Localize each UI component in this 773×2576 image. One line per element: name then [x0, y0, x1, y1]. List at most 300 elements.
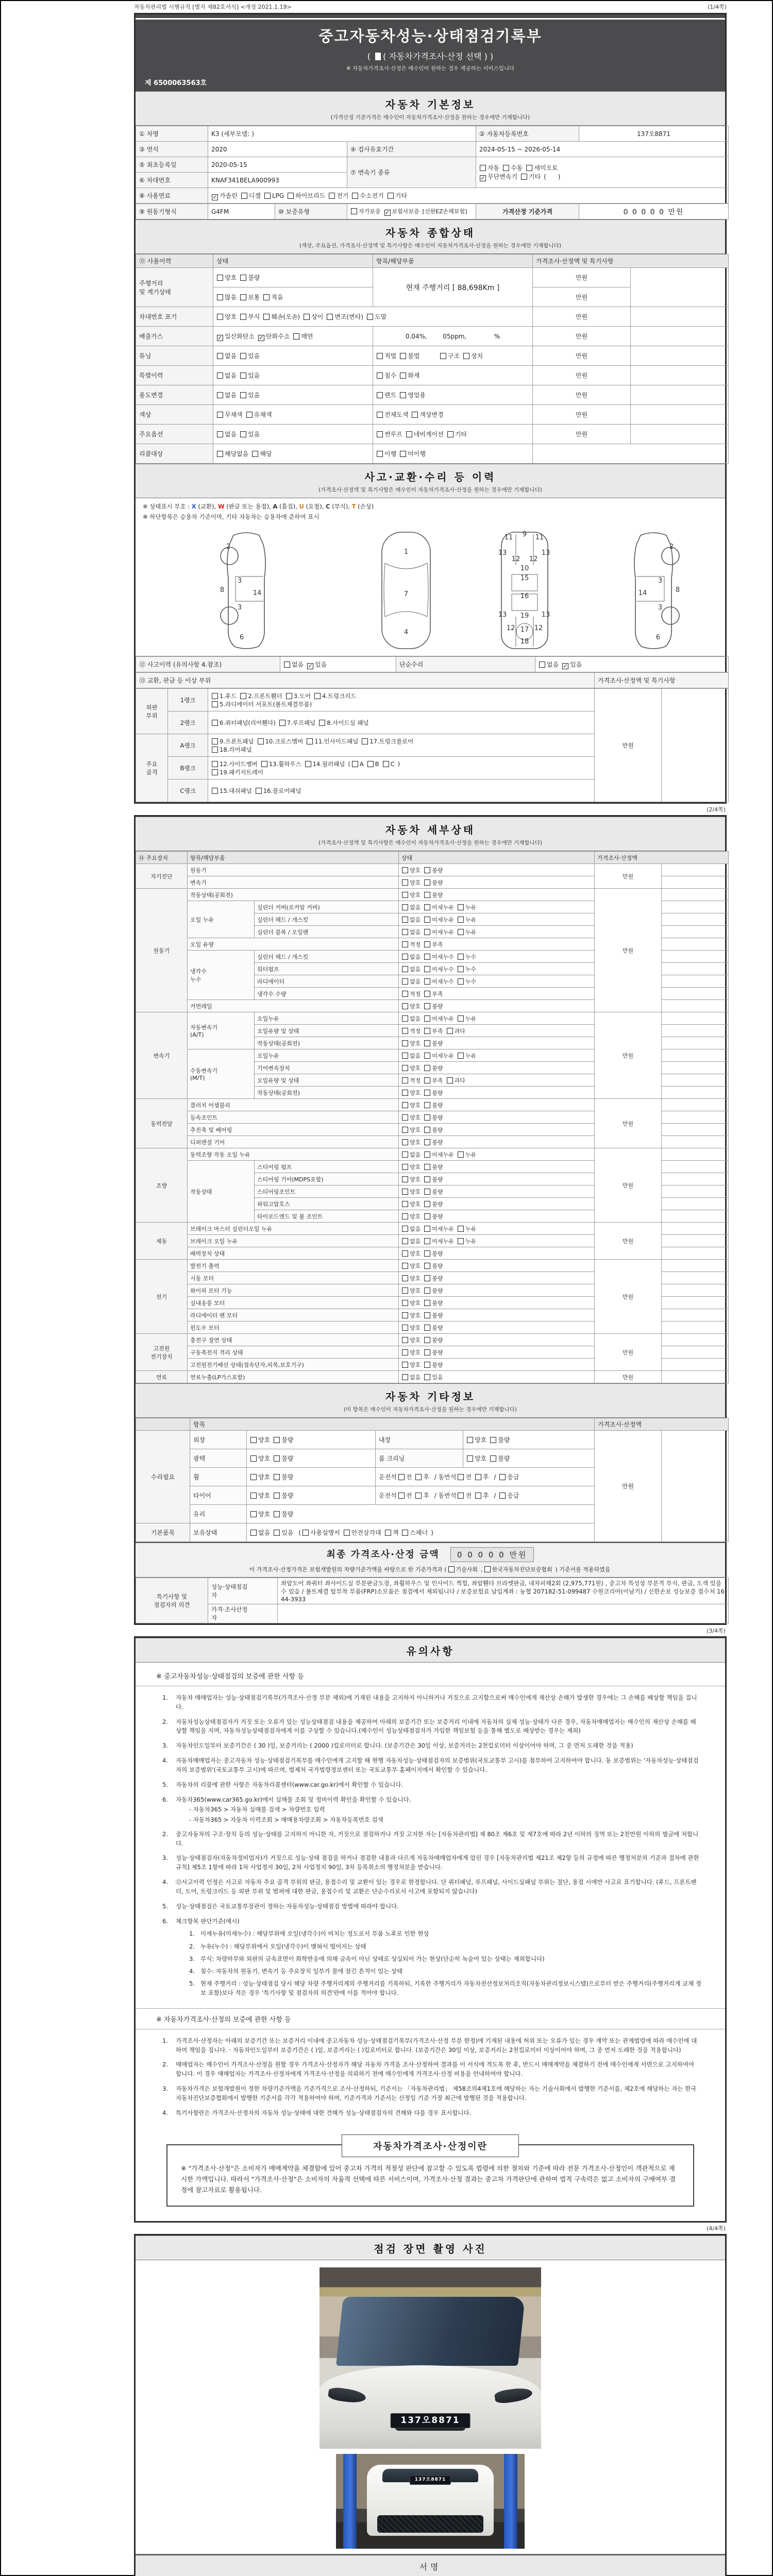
- checkbox[interactable]: [279, 720, 285, 726]
- checkbox[interactable]: [250, 1474, 257, 1480]
- checkbox[interactable]: [240, 372, 246, 379]
- checkbox-label: 불량: [281, 1455, 294, 1462]
- checkbox[interactable]: [475, 1474, 481, 1480]
- checkbox[interactable]: [424, 1201, 430, 1207]
- checkbox[interactable]: [447, 431, 453, 437]
- checkbox[interactable]: [458, 917, 464, 923]
- panel-number: 11: [504, 534, 513, 541]
- checkbox-label: 가솔린: [220, 192, 238, 199]
- checkbox[interactable]: [274, 1474, 280, 1480]
- checkbox[interactable]: [424, 1065, 430, 1071]
- table-cell: [399, 926, 595, 938]
- checkbox[interactable]: [480, 165, 486, 171]
- checkbox[interactable]: [377, 353, 383, 359]
- checkbox[interactable]: [217, 451, 223, 457]
- checkbox[interactable]: [256, 788, 262, 794]
- checkbox[interactable]: [246, 412, 253, 418]
- checkbox[interactable]: [261, 761, 267, 767]
- checkbox[interactable]: [274, 1493, 280, 1499]
- checkbox-label: 후: [423, 1492, 429, 1499]
- table-cell: [399, 1185, 595, 1198]
- checkbox[interactable]: [402, 1349, 408, 1355]
- checkbox-label: 누유: [465, 1015, 477, 1022]
- notice-item-number: 2.: [162, 1830, 168, 1838]
- checkbox[interactable]: [458, 1493, 464, 1499]
- checkbox[interactable]: [402, 1090, 408, 1096]
- checkbox[interactable]: [252, 451, 258, 457]
- checkbox[interactable]: [539, 662, 545, 668]
- checkbox[interactable]: [250, 1511, 257, 1517]
- checkbox[interactable]: [526, 165, 532, 171]
- final-amount-note: [136, 1565, 725, 1573]
- checkbox[interactable]: [424, 1189, 430, 1195]
- checkbox-label: 없음: [225, 392, 237, 399]
- table-cell: ① 차명: [136, 126, 208, 142]
- checkbox-label: 없음: [225, 372, 237, 379]
- checkbox[interactable]: [458, 929, 464, 935]
- checkbox[interactable]: [458, 966, 464, 972]
- checkbox[interactable]: [499, 1493, 506, 1499]
- checkbox[interactable]: [217, 372, 223, 379]
- checkbox[interactable]: [475, 1493, 481, 1499]
- checkbox[interactable]: [398, 1474, 405, 1480]
- checkbox[interactable]: [402, 978, 408, 985]
- checkbox[interactable]: [217, 275, 223, 281]
- table-cell: ⑧ 사용연료: [136, 188, 208, 204]
- checkbox[interactable]: [314, 693, 321, 699]
- checkbox[interactable]: [398, 1493, 405, 1499]
- table-cell: 고전원전기배선 상태(접속단자,피복,보호기구): [188, 1359, 399, 1371]
- license-plate: 137오8871: [391, 2413, 470, 2428]
- table-cell: [399, 1037, 595, 1049]
- table-cell: [399, 1272, 595, 1284]
- checkbox[interactable]: [402, 1127, 408, 1133]
- checkbox[interactable]: [424, 917, 430, 923]
- checkbox[interactable]: [307, 738, 313, 744]
- checkbox-label: 디젤: [248, 192, 261, 199]
- checkbox-label: 전: [465, 1473, 472, 1481]
- checkbox-label: 양호: [410, 1336, 421, 1344]
- checkbox[interactable]: [329, 193, 335, 199]
- checkbox[interactable]: [402, 917, 408, 923]
- checkbox[interactable]: [458, 1474, 464, 1480]
- checkbox[interactable]: [241, 193, 247, 199]
- checkbox-checked[interactable]: [307, 663, 313, 669]
- checkbox[interactable]: [424, 879, 430, 886]
- notice-sub-number: 2.: [189, 1942, 195, 1950]
- legend-part: (부식),: [330, 503, 352, 510]
- checkbox[interactable]: [402, 867, 408, 873]
- table-cell: [662, 1136, 729, 1148]
- checkbox-label: 양호: [410, 1003, 421, 1010]
- checkbox[interactable]: [240, 294, 246, 300]
- checkbox[interactable]: [424, 892, 430, 898]
- checkbox-label: 없음: [410, 953, 421, 960]
- checkbox[interactable]: [490, 1455, 496, 1462]
- detail-state-table: [136, 851, 725, 1383]
- notice-sec2-list: [136, 2029, 725, 2129]
- checkbox[interactable]: [402, 1015, 408, 1022]
- checkbox[interactable]: [402, 892, 408, 898]
- exchange-repair-header-row: [136, 672, 725, 688]
- checkbox[interactable]: [424, 1287, 430, 1294]
- checkbox[interactable]: [415, 1474, 422, 1480]
- checkbox[interactable]: [490, 1437, 496, 1443]
- checkbox[interactable]: [402, 991, 408, 997]
- checkbox[interactable]: [319, 720, 325, 726]
- panel-number: 8: [220, 586, 225, 594]
- checkbox[interactable]: [521, 174, 527, 180]
- checkbox-checked[interactable]: [217, 335, 223, 341]
- checkbox[interactable]: [388, 193, 394, 199]
- checkbox[interactable]: [293, 333, 299, 340]
- checkbox[interactable]: [424, 1362, 430, 1368]
- checkbox[interactable]: [484, 1566, 491, 1572]
- checkbox[interactable]: [447, 1028, 453, 1034]
- checkbox[interactable]: [250, 1493, 257, 1499]
- checkbox[interactable]: [212, 738, 218, 744]
- checkbox-label: 적법: [384, 352, 397, 360]
- checkbox[interactable]: [217, 294, 223, 300]
- checkbox[interactable]: [217, 353, 223, 359]
- checkbox[interactable]: [458, 1015, 464, 1022]
- checkbox[interactable]: [424, 1238, 430, 1244]
- checkbox-label: 17.트렁크플로어: [369, 737, 414, 745]
- table-cell: 실린더 헤드 / 개스킷: [255, 951, 399, 963]
- checkbox[interactable]: [424, 1176, 430, 1182]
- section-etc-title: 자동차 기타정보: [385, 1391, 476, 1403]
- checkbox[interactable]: [400, 392, 406, 398]
- panel-number: 13: [498, 611, 507, 619]
- checkbox[interactable]: [402, 1300, 408, 1306]
- checkbox[interactable]: [448, 1566, 455, 1572]
- checkbox[interactable]: [447, 1077, 453, 1083]
- checkbox[interactable]: [424, 941, 430, 947]
- checkbox[interactable]: [212, 693, 218, 699]
- table-cell: [213, 346, 373, 366]
- checkbox[interactable]: [377, 372, 383, 379]
- checkbox-label: 보통: [248, 294, 260, 301]
- checkbox[interactable]: [458, 978, 464, 985]
- checkbox[interactable]: [402, 1287, 408, 1294]
- notice-item-number: 3.: [162, 1854, 168, 1862]
- checkbox-checked[interactable]: [384, 210, 391, 216]
- checkbox[interactable]: [458, 1053, 464, 1059]
- checkbox[interactable]: [424, 1053, 430, 1059]
- panel-number: 4: [404, 629, 409, 636]
- checkbox[interactable]: [402, 1028, 408, 1034]
- checkbox[interactable]: [274, 1530, 280, 1536]
- panel-number: 3: [658, 577, 663, 585]
- checkbox[interactable]: [402, 1530, 408, 1536]
- checkbox[interactable]: [377, 451, 383, 457]
- checkbox[interactable]: [250, 1530, 257, 1536]
- checkbox[interactable]: [240, 353, 246, 359]
- checkbox[interactable]: [424, 954, 430, 960]
- checkbox-label: 매연: [301, 332, 313, 340]
- checkbox[interactable]: [424, 1102, 430, 1108]
- checkbox[interactable]: [240, 431, 246, 437]
- checkbox-label: 불량: [432, 867, 443, 874]
- checkbox[interactable]: [424, 1226, 430, 1232]
- checkbox[interactable]: [424, 1003, 430, 1009]
- table-cell: 오일 누유: [188, 901, 255, 938]
- checkbox[interactable]: [264, 193, 271, 199]
- checkbox-label: 8.사이드실 패널: [327, 719, 369, 726]
- checkbox[interactable]: [402, 879, 408, 886]
- legend-part: U: [299, 503, 304, 510]
- notice-item: [162, 2109, 701, 2118]
- table-cell: 자기진단: [136, 864, 188, 889]
- checkbox[interactable]: [217, 412, 223, 418]
- checkbox[interactable]: [424, 904, 430, 910]
- checkbox[interactable]: [263, 314, 270, 320]
- checkbox[interactable]: [424, 1028, 430, 1034]
- checkbox[interactable]: [217, 314, 223, 320]
- table-cell: [208, 734, 595, 757]
- checkbox-label: 양호: [410, 1213, 421, 1220]
- checkbox[interactable]: [424, 978, 430, 985]
- section-overall-header: [136, 219, 725, 254]
- checkbox[interactable]: [258, 738, 264, 744]
- checkbox[interactable]: [274, 1455, 280, 1462]
- checkbox[interactable]: [424, 1040, 430, 1046]
- checkbox[interactable]: [212, 701, 218, 707]
- checkbox[interactable]: [402, 941, 408, 947]
- checkbox[interactable]: [499, 1474, 506, 1480]
- checkbox[interactable]: [402, 1151, 408, 1158]
- table-cell: 용도변경: [136, 385, 213, 405]
- checkbox[interactable]: [402, 1114, 408, 1121]
- checkbox[interactable]: [458, 1238, 464, 1244]
- checkbox[interactable]: [250, 1455, 257, 1462]
- checkbox[interactable]: [412, 412, 418, 418]
- checkbox[interactable]: [402, 1102, 408, 1108]
- checkbox[interactable]: [424, 1164, 430, 1170]
- checkbox[interactable]: [274, 1511, 280, 1517]
- checkbox[interactable]: [402, 1250, 408, 1257]
- table-cell: [662, 1346, 729, 1359]
- checkbox[interactable]: [402, 1040, 408, 1046]
- checkbox[interactable]: [240, 314, 246, 320]
- checkbox[interactable]: [217, 431, 223, 437]
- table-cell: [463, 1449, 595, 1468]
- checkbox[interactable]: [424, 966, 430, 972]
- checkbox[interactable]: [212, 747, 218, 753]
- checkbox[interactable]: [304, 314, 310, 320]
- legend-part: (손상): [356, 503, 374, 510]
- checkbox[interactable]: [344, 1530, 350, 1536]
- inline-text: (: [296, 1529, 301, 1536]
- checkbox[interactable]: [212, 720, 218, 726]
- checkbox[interactable]: [424, 1349, 430, 1355]
- checkbox[interactable]: [284, 662, 290, 668]
- checkbox[interactable]: [377, 431, 383, 437]
- checkbox[interactable]: [402, 1139, 408, 1145]
- car-top-view: [382, 532, 430, 649]
- checkbox-label: 미세누유: [432, 1052, 454, 1059]
- checkbox[interactable]: [402, 1213, 408, 1219]
- checkbox[interactable]: [424, 1250, 430, 1257]
- table-cell: [399, 1124, 595, 1136]
- checkbox-label: 불량: [432, 1361, 443, 1368]
- checkbox[interactable]: [458, 954, 464, 960]
- section-basic-title: 자동차 기본정보: [385, 98, 476, 111]
- checkbox[interactable]: [402, 1362, 408, 1368]
- checkbox[interactable]: [352, 193, 358, 199]
- table-cell: 작동상태: [188, 1161, 255, 1223]
- checkbox[interactable]: [402, 1164, 408, 1170]
- checkbox[interactable]: [424, 1325, 430, 1331]
- checkbox[interactable]: [212, 769, 218, 775]
- checkbox[interactable]: [402, 1065, 408, 1071]
- checkbox[interactable]: [424, 929, 430, 935]
- checkbox[interactable]: [424, 1127, 430, 1133]
- checkbox[interactable]: [402, 1337, 408, 1343]
- checkbox-label: 4.트렁크리드: [322, 692, 357, 700]
- checkbox[interactable]: [385, 1530, 391, 1536]
- table-cell: 만원: [533, 287, 631, 307]
- checkbox[interactable]: [458, 1226, 464, 1232]
- checkbox[interactable]: [424, 1300, 430, 1306]
- checkbox-label: 없음: [410, 1151, 421, 1158]
- checkbox[interactable]: [286, 693, 292, 699]
- checkbox[interactable]: [424, 1077, 430, 1083]
- table-cell: 만원: [533, 346, 631, 366]
- checkbox[interactable]: [240, 275, 246, 281]
- checkbox[interactable]: [424, 1090, 430, 1096]
- checkbox[interactable]: [377, 392, 383, 398]
- checkbox[interactable]: [440, 353, 446, 359]
- checkbox[interactable]: [327, 314, 333, 320]
- panel-number: 9: [522, 531, 527, 538]
- checkbox[interactable]: [400, 372, 406, 379]
- checkbox[interactable]: [458, 904, 464, 910]
- checkbox[interactable]: [467, 1455, 473, 1462]
- checkbox-label: 16.플로어패널: [263, 787, 301, 794]
- checkbox-label: 누수: [465, 953, 477, 960]
- checkbox[interactable]: [351, 208, 357, 214]
- checkbox[interactable]: [402, 1077, 408, 1083]
- checkbox[interactable]: [402, 904, 408, 910]
- checkbox[interactable]: [240, 392, 246, 398]
- checkbox[interactable]: [212, 788, 218, 794]
- checkbox[interactable]: [400, 451, 406, 457]
- table-cell: [399, 1025, 595, 1037]
- checkbox[interactable]: [274, 1437, 280, 1443]
- checkbox[interactable]: [424, 1139, 430, 1145]
- checkbox[interactable]: [424, 991, 430, 997]
- table-cell: 클러치 어셈블리: [188, 1099, 399, 1111]
- checkbox[interactable]: [303, 1530, 309, 1536]
- checkbox[interactable]: [240, 693, 246, 699]
- checkbox[interactable]: [367, 761, 374, 767]
- table-cell: 스티어링 기어(MDPS포함): [255, 1173, 399, 1185]
- checkbox[interactable]: [402, 1312, 408, 1318]
- checkbox[interactable]: [424, 1312, 430, 1318]
- checkbox[interactable]: [406, 431, 412, 437]
- checkbox-label: 하이브리드: [295, 192, 326, 199]
- checkbox-label: 양호: [258, 1473, 271, 1481]
- checkbox[interactable]: [288, 193, 294, 199]
- table-cell: 2랭크: [168, 711, 208, 734]
- checkbox[interactable]: [424, 867, 430, 873]
- checkbox[interactable]: [424, 1263, 430, 1269]
- checkbox[interactable]: [415, 1493, 422, 1499]
- checkbox[interactable]: [424, 1015, 430, 1022]
- checkbox[interactable]: [402, 1189, 408, 1195]
- checkbox[interactable]: [402, 1201, 408, 1207]
- checkbox[interactable]: [402, 1238, 408, 1244]
- checkbox[interactable]: [402, 929, 408, 935]
- checkbox[interactable]: [424, 1275, 430, 1281]
- checkbox[interactable]: [362, 738, 368, 744]
- table-cell: [208, 188, 729, 204]
- checkbox[interactable]: [402, 1374, 408, 1380]
- checkbox-checked[interactable]: [562, 663, 568, 669]
- table-cell: [662, 1371, 729, 1383]
- table-cell: ⑦ 변속기 종류: [347, 157, 476, 188]
- checkbox[interactable]: [212, 761, 218, 767]
- notice-item-number: 2.: [162, 2061, 168, 2069]
- checkbox[interactable]: [352, 761, 358, 767]
- table-cell: 오일 유량: [188, 938, 399, 951]
- checkbox[interactable]: [424, 1151, 430, 1158]
- checkbox[interactable]: [424, 1213, 430, 1219]
- checkbox[interactable]: [463, 353, 469, 359]
- panel-number: 14: [253, 589, 262, 597]
- checkbox[interactable]: [424, 1337, 430, 1343]
- page-marker-4: (4/4쪽): [707, 2225, 726, 2232]
- checkbox[interactable]: [503, 165, 509, 171]
- photo-area: [136, 2260, 725, 2554]
- checkbox[interactable]: [250, 1437, 257, 1443]
- checkbox[interactable]: [383, 761, 389, 767]
- checkbox[interactable]: [424, 1374, 430, 1380]
- checkbox[interactable]: [402, 954, 408, 960]
- table-cell: [463, 1431, 595, 1449]
- checkbox[interactable]: [424, 1114, 430, 1121]
- checkbox[interactable]: [400, 353, 406, 359]
- checkbox-checked[interactable]: [480, 175, 486, 181]
- checkbox[interactable]: [402, 1325, 408, 1331]
- checkbox[interactable]: [402, 966, 408, 972]
- checkbox[interactable]: [377, 412, 383, 418]
- checkbox-label: 양호: [410, 1275, 421, 1282]
- checkbox-label: 기타: [455, 431, 467, 438]
- checkbox[interactable]: [402, 1003, 408, 1009]
- table-cell: [662, 1161, 729, 1173]
- table-cell: A랭크: [168, 734, 208, 757]
- checkbox[interactable]: [402, 1053, 408, 1059]
- checkbox-checked[interactable]: [258, 335, 264, 341]
- checkbox[interactable]: [402, 1176, 408, 1182]
- checkbox-label: 7.루프패널: [287, 719, 316, 726]
- table-cell: 조향: [136, 1148, 188, 1223]
- checkbox[interactable]: [367, 314, 373, 320]
- notice-sub-line: - 자동차365 > 자동차 실매물 검색 > 차량번호 입력: [189, 1806, 325, 1814]
- checkbox[interactable]: [458, 1151, 464, 1158]
- checkbox[interactable]: [402, 1226, 408, 1232]
- checkbox[interactable]: [467, 1437, 473, 1443]
- checkbox[interactable]: [263, 294, 270, 300]
- checkbox-checked[interactable]: [212, 194, 218, 200]
- checkbox[interactable]: [402, 1263, 408, 1269]
- checkbox[interactable]: [305, 761, 311, 767]
- checkbox[interactable]: [217, 392, 223, 398]
- checkbox-label: 양호: [410, 1349, 421, 1356]
- checkbox[interactable]: [402, 1275, 408, 1281]
